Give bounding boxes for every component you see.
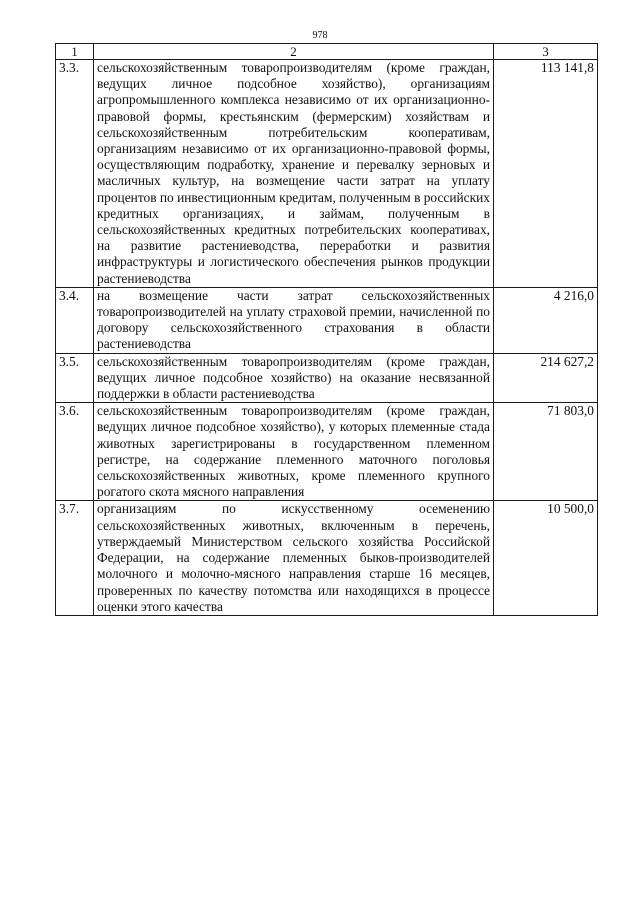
row-description: на возмещение части затрат сельскохозяйственных товаропроизводителей на уплату страховой премии, начисленной по договору сельскохозяйственного страхования в области растениеводства	[94, 287, 494, 353]
row-description: организациям по искусственному осеменению сельскохозяйственных животных, включенным в перечень, утверждаемый Министерством сельского хозяйства Российской Федерации, на содержание племенных быков-производителей молочного и молочно-мясного направления старше 16 месяцев, проверенных по качеству потомства или находящихся в процессе оценки этого качества	[94, 501, 494, 615]
table-header-row	[56, 44, 598, 60]
table-row	[56, 287, 598, 353]
table-row	[56, 353, 598, 403]
row-number: 3.4.	[56, 287, 94, 353]
table-row	[56, 501, 598, 615]
page-number: 978	[312, 30, 328, 41]
table-row	[56, 60, 598, 288]
row-description: сельскохозяйственным товаропроизводителям (кроме граждан, ведущих личное подсобное хозяйство) на оказание несвязанной поддержки в области растениеводства	[94, 353, 494, 403]
row-amount: 113 141,8	[494, 60, 598, 288]
column-header-1: 1	[56, 44, 94, 60]
row-amount: 71 803,0	[494, 403, 598, 501]
column-header-2: 2	[94, 44, 494, 60]
row-amount: 4 216,0	[494, 287, 598, 353]
row-amount: 10 500,0	[494, 501, 598, 615]
row-number: 3.3.	[56, 60, 94, 288]
row-number: 3.5.	[56, 353, 94, 403]
row-description: сельскохозяйственным товаропроизводителям (кроме граждан, ведущих личное подсобное хозяйство), организациям агропромышленного комплекса независимо от их организационно-правовой формы, крестьянским (фермерским) хозяйствам и сельскохозяйственным потребительским кооперативам, организациям независимо от их организационно-правовой формы, осуществляющим подработку, хранение и перевалку зерновых и масличных культур, на возмещение части затрат на уплату процентов по инвестиционным кредитам, полученным в российских кредитных организациях, и займам, полученным в сельскохозяйственных кредитных потребительских кооперативах, на развитие растениеводства, переработки и развития инфраструктуры и логистического обеспечения рынков продукции растениеводства	[94, 60, 494, 288]
row-number: 3.6.	[56, 403, 94, 501]
row-number: 3.7.	[56, 501, 94, 615]
column-header-3: 3	[494, 44, 598, 60]
table-row	[56, 403, 598, 501]
row-amount: 214 627,2	[494, 353, 598, 403]
budget-table	[55, 43, 598, 616]
row-description: сельскохозяйственным товаропроизводителям (кроме граждан, ведущих личное подсобное хозяйство), у которых племенные стада животных зарегистрированы в государственном племенном регистре, на содержание племенного маточного поголовья сельскохозяйственных животных, кроме племенного крупного рогатого скота мясного направления	[94, 403, 494, 501]
